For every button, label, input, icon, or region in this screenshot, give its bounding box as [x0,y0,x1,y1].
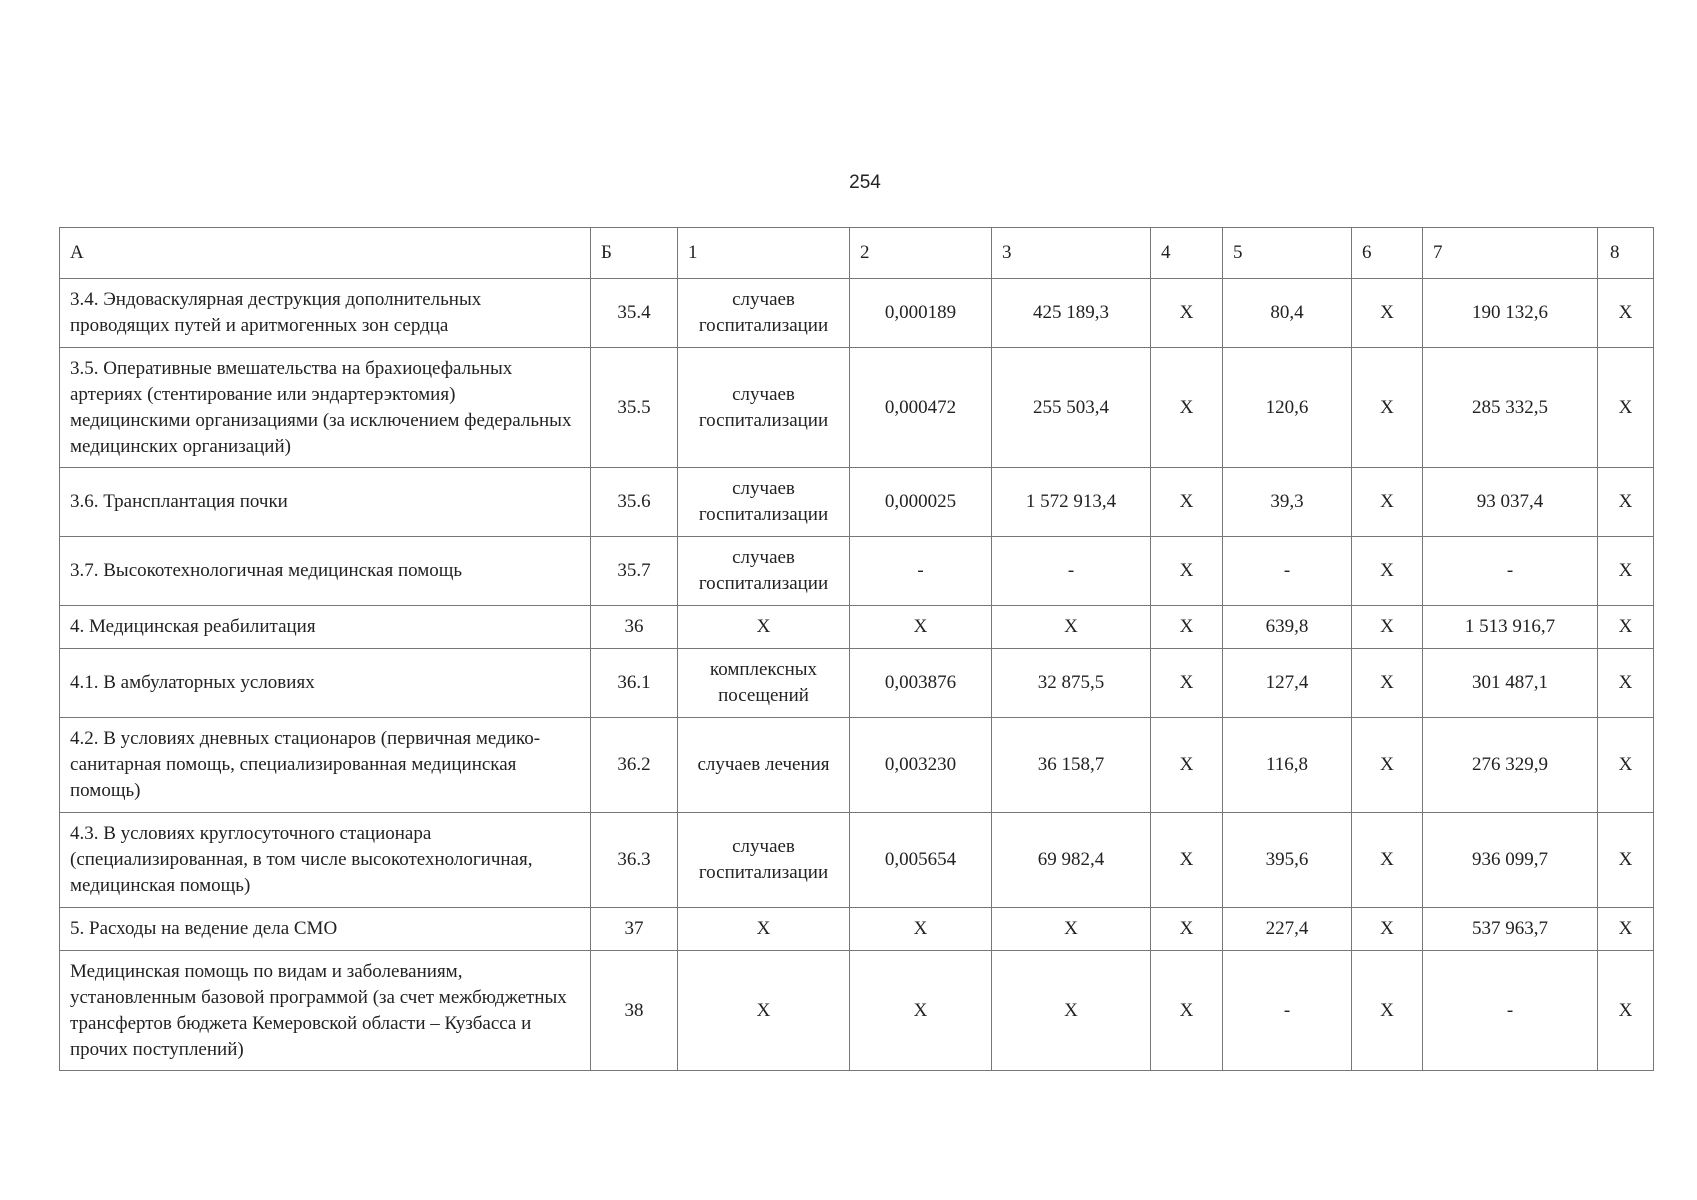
cell-col8: X [1598,279,1654,348]
header-cell: 8 [1598,228,1654,279]
cell-col8: X [1598,537,1654,606]
header-cell: А [60,228,591,279]
cell-col7: 1 513 916,7 [1423,606,1598,649]
cell-col8: X [1598,813,1654,908]
cell-col4: X [1151,537,1223,606]
cell-col6: X [1352,537,1423,606]
header-cell: 2 [850,228,992,279]
cell-col6: X [1352,718,1423,813]
cell-col4: X [1151,606,1223,649]
cell-col6: X [1352,813,1423,908]
row-unit: X [678,951,850,1071]
cell-col8: X [1598,908,1654,951]
cell-col2: X [850,606,992,649]
cell-col8: X [1598,951,1654,1071]
cell-col8: X [1598,718,1654,813]
row-unit: случаев госпитализации [678,348,850,468]
table-row [60,468,1654,537]
row-code: 36 [591,606,678,649]
cell-col6: X [1352,348,1423,468]
row-name: 5. Расходы на ведение дела СМО [60,908,591,951]
table-row [60,813,1654,908]
cell-col6: X [1352,606,1423,649]
row-code: 38 [591,951,678,1071]
cell-col7: - [1423,951,1598,1071]
row-unit: X [678,606,850,649]
cell-col7: - [1423,537,1598,606]
cell-col5: 639,8 [1223,606,1352,649]
cell-col7: 301 487,1 [1423,649,1598,718]
header-cell: Б [591,228,678,279]
cell-col4: X [1151,279,1223,348]
cell-col2: X [850,951,992,1071]
cell-col8: X [1598,468,1654,537]
cell-col6: X [1352,908,1423,951]
cell-col3: 1 572 913,4 [992,468,1151,537]
cell-col3: X [992,951,1151,1071]
row-code: 35.4 [591,279,678,348]
table-row [60,606,1654,649]
cell-col5: 116,8 [1223,718,1352,813]
table-row [60,908,1654,951]
cell-col7: 276 329,9 [1423,718,1598,813]
table-row [60,279,1654,348]
header-cell: 1 [678,228,850,279]
cell-col4: X [1151,468,1223,537]
row-unit: случаев лечения [678,718,850,813]
cell-col6: X [1352,649,1423,718]
cell-col2: 0,005654 [850,813,992,908]
cell-col5: 120,6 [1223,348,1352,468]
cell-col5: 39,3 [1223,468,1352,537]
cell-col7: 537 963,7 [1423,908,1598,951]
row-code: 36.1 [591,649,678,718]
cell-col2: X [850,908,992,951]
cell-col6: X [1352,951,1423,1071]
row-code: 35.5 [591,348,678,468]
row-name: 4.1. В амбулаторных условиях [60,649,591,718]
cell-col3: 69 982,4 [992,813,1151,908]
cell-col8: X [1598,606,1654,649]
cell-col3: 36 158,7 [992,718,1151,813]
header-cell: 7 [1423,228,1598,279]
table-row [60,537,1654,606]
cell-col4: X [1151,908,1223,951]
cell-col2: 0,000472 [850,348,992,468]
cell-col5: 227,4 [1223,908,1352,951]
row-name: 3.7. Высокотехнологичная медицинская помощь [60,537,591,606]
cell-col2: 0,000025 [850,468,992,537]
row-name: Медицинская помощь по видам и заболеваниям, установленным базовой программой (за счет межбюджетных трансфертов бюджета Кемеровской области – Кузбасса и прочих поступлений) [60,951,591,1071]
row-name: 3.5. Оперативные вмешательства на брахиоцефальных артериях (стентирование или эндартерэктомия) медицинскими организациями (за исключением федеральных медицинских организаций) [60,348,591,468]
table-row [60,718,1654,813]
cell-col2: 0,003876 [850,649,992,718]
row-name: 3.6. Трансплантация почки [60,468,591,537]
row-code: 37 [591,908,678,951]
cell-col2: 0,000189 [850,279,992,348]
cell-col8: X [1598,348,1654,468]
cell-col5: - [1223,951,1352,1071]
row-unit: комплексных посещений [678,649,850,718]
cell-col7: 936 099,7 [1423,813,1598,908]
table-row [60,348,1654,468]
cell-col5: 127,4 [1223,649,1352,718]
cell-col3: X [992,606,1151,649]
cell-col4: X [1151,348,1223,468]
cell-col3: 425 189,3 [992,279,1151,348]
row-code: 35.6 [591,468,678,537]
cell-col7: 190 132,6 [1423,279,1598,348]
page-number: 254 [849,172,881,193]
cell-col4: X [1151,951,1223,1071]
row-unit: случаев госпитализации [678,813,850,908]
header-cell: 3 [992,228,1151,279]
table-row [60,951,1654,1071]
cell-col5: 395,6 [1223,813,1352,908]
cell-col3: - [992,537,1151,606]
cell-col4: X [1151,718,1223,813]
cell-col8: X [1598,649,1654,718]
header-cell: 4 [1151,228,1223,279]
cell-col2: - [850,537,992,606]
cell-col4: X [1151,813,1223,908]
data-table [59,227,1654,1071]
cell-col5: 80,4 [1223,279,1352,348]
cell-col2: 0,003230 [850,718,992,813]
row-unit: X [678,908,850,951]
row-code: 35.7 [591,537,678,606]
row-name: 4. Медицинская реабилитация [60,606,591,649]
cell-col4: X [1151,649,1223,718]
cell-col3: 255 503,4 [992,348,1151,468]
table-row [60,649,1654,718]
row-code: 36.3 [591,813,678,908]
header-cell: 5 [1223,228,1352,279]
cell-col7: 93 037,4 [1423,468,1598,537]
row-name: 4.3. В условиях круглосуточного стационара (специализированная, в том числе высокотехнологичная, медицинская помощь) [60,813,591,908]
cell-col7: 285 332,5 [1423,348,1598,468]
row-name: 4.2. В условиях дневных стационаров (первичная медико-санитарная помощь, специализированная медицинская помощь) [60,718,591,813]
cell-col6: X [1352,468,1423,537]
row-unit: случаев госпитализации [678,468,850,537]
row-code: 36.2 [591,718,678,813]
row-unit: случаев госпитализации [678,279,850,348]
cell-col3: 32 875,5 [992,649,1151,718]
cell-col5: - [1223,537,1352,606]
cell-col3: X [992,908,1151,951]
row-unit: случаев госпитализации [678,537,850,606]
header-cell: 6 [1352,228,1423,279]
cell-col6: X [1352,279,1423,348]
table-header-row [60,228,1654,279]
row-name: 3.4. Эндоваскулярная деструкция дополнительных проводящих путей и аритмогенных зон сердца [60,279,591,348]
